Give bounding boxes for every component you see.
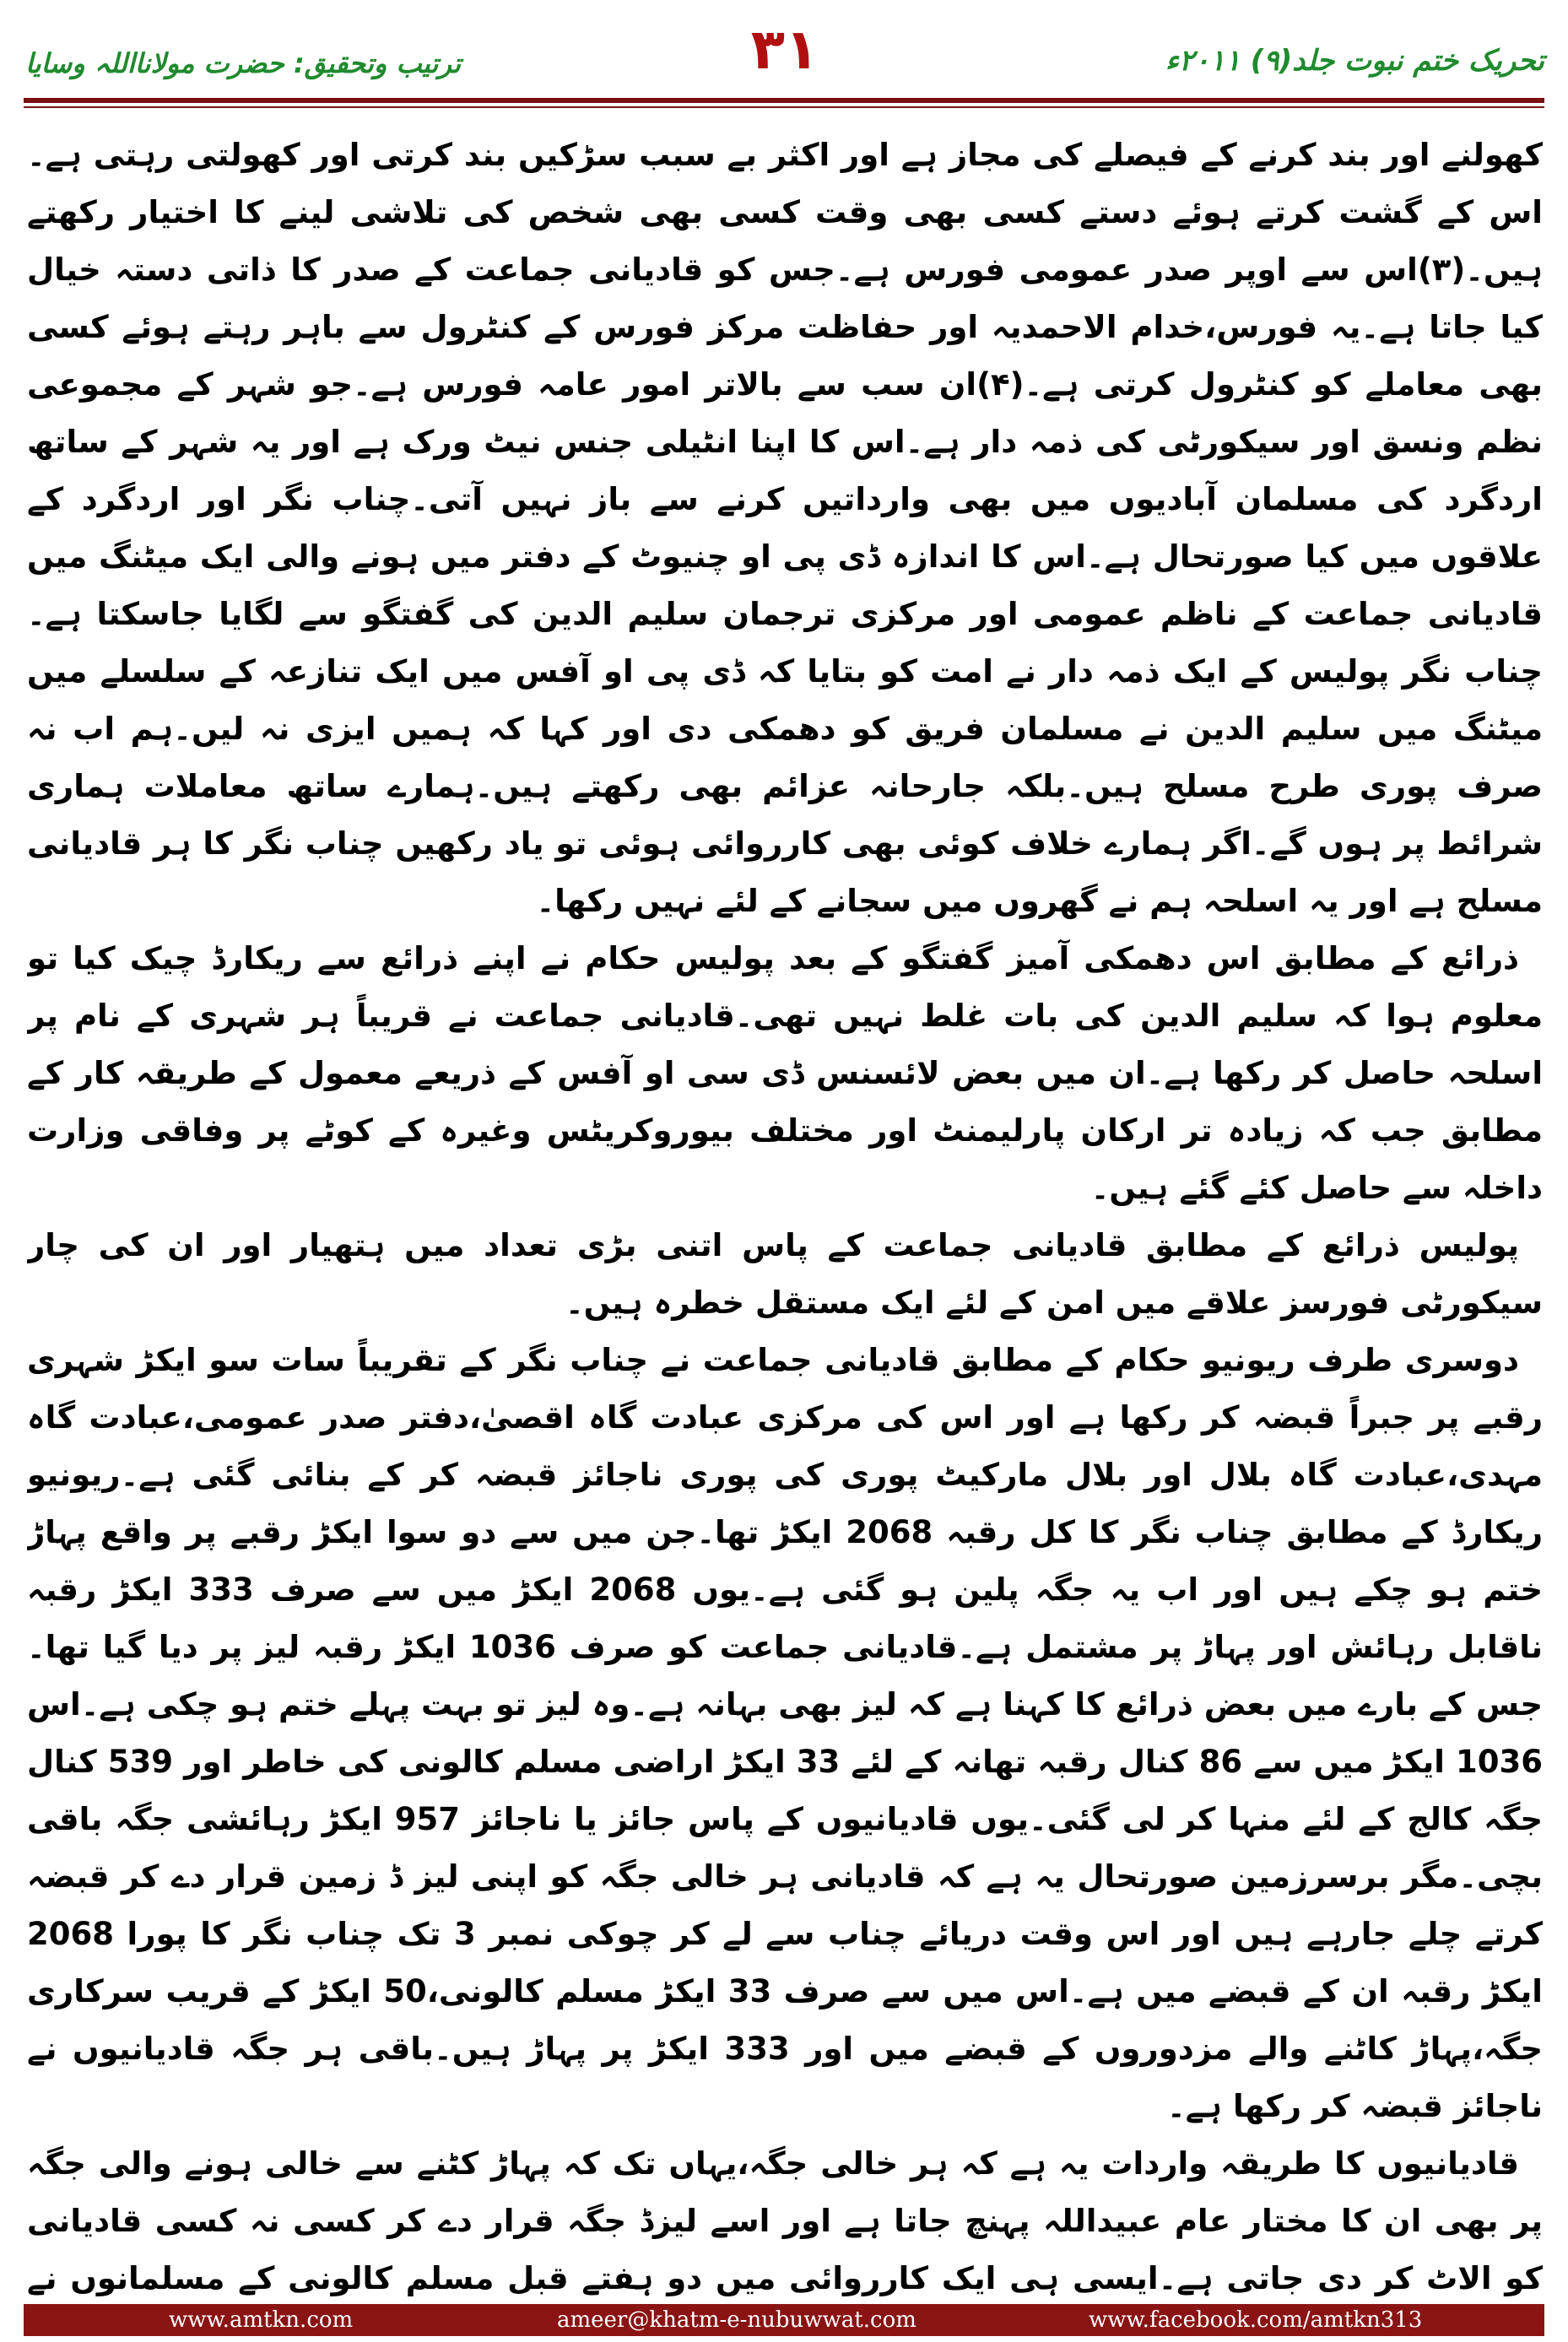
page-number: ۳۱ [750, 17, 819, 82]
paragraph: قادیانیوں کا طریقہ واردات یہ ہے کہ ہر خالی جگہ،یہاں تک کہ پہاڑ کٹنے سے خالی ہونے والی جگہ پر بھی ان کا مختار عام عبیداللہ پہنچ جاتا ہے اور اسے لیزڈ جگہ قرار دے کر کسی نہ کسی قادیانی کو الاٹ کر دی جاتی ہے۔ایسی ہی ایک کارروائی میں دو ہفتے قبل مسلم کالونی کے مسلمانوں نے [27, 2145, 1543, 2296]
paragraph: ذرائع کے مطابق اس دھمکی آمیز گفتگو کے بعد پولیس حکام نے اپنے ذرائع سے ریکارڈ چیک کیا تو معلوم ہوا کہ سلیم الدین کی بات غلط نہیں تھی۔قادیانی جماعت نے قریباً ہر شہری کے نام پر اسلحہ حاصل کر رکھا ہے۔ان میں بعض لائسنس ڈی سی او آفس کے ذریعے معمول کے طریقہ کار کے مطابق جب کہ زیادہ تر ارکان پارلیمنٹ اور مختلف بیوروکریٹس وغیرہ کے کوٹے پر وفاقی وزارت داخلہ سے حاصل کئے گئے ہیں۔ [27, 940, 1543, 1206]
page-body [27, 127, 1543, 2304]
header-rule-thick [24, 98, 1544, 103]
paragraph: کھولنے اور بند کرنے کے فیصلے کی مجاز ہے اور اکثر بے سبب سڑکیں بند کرتی اور کھولتی رہتی ہے۔اس کے گشت کرتے ہوئے دستے کسی بھی وقت کسی بھی شخص کی تلاشی لینے کا اختیار رکھتے ہیں۔(۳)اس سے اوپر صدر عمومی فورس ہے۔جس کو قادیانی جماعت کے صدر کا ذاتی دستہ خیال کیا جاتا ہے۔یہ فورس،خدام الاحمدیہ اور حفاظت مرکز فورس کے کنٹرول سے باہر رہتے ہوئے کسی بھی معاملے کو کنٹرول کرتی ہے۔(۴)ان سب سے بالاتر امور عامہ فورس ہے۔جو شہر کے مجموعی نظم ونسق اور سیکورٹی کی ذمہ دار ہے۔اس کا اپنا انٹیلی جنس نیٹ ورک ہے اور یہ شہر کے ساتھ اردگرد کی مسلمان آبادیوں میں بھی وارداتیں کرنے سے باز نہیں آتی۔چناب نگر اور اردگرد کے علاقوں میں کیا صورتحال ہے۔اس کا اندازہ ڈی پی او چنیوٹ کے دفتر میں ہونے والی ایک میٹنگ میں قادیانی جماعت کے ناظم عمومی اور مرکزی ترجمان سلیم الدین کی گفتگو سے لگایا جاسکتا ہے۔چناب نگر پولیس کے ایک ذمہ دار نے امت کو بتایا کہ ڈی پی او آفس میں ایک تنازعہ کے سلسلے میں میٹنگ میں سلیم الدین نے مسلمان فریق کو دھمکی دی اور کہا کہ ہمیں ایزی نہ لیں۔ہم اب نہ صرف پوری طرح مسلح ہیں۔بلکہ جارحانہ عزائم بھی رکھتے ہیں۔ہمارے ساتھ معاملات ہماری شرائط پر ہوں گے۔اگر ہمارے خلاف کوئی بھی کارروائی ہوئی تو یاد رکھیں چناب نگر کا ہر قادیانی مسلح ہے اور یہ اسلحہ ہم نے گھروں میں سجانے کے لئے نہیں رکھا۔ [27, 137, 1543, 919]
paragraph: دوسری طرف ریونیو حکام کے مطابق قادیانی جماعت نے چناب نگر کے تقریباً سات سو ایکڑ شہری رقبے پر جبراً قبضہ کر رکھا ہے اور اس کی مرکزی عبادت گاہ اقصیٰ،دفتر صدر عمومی،عبادت گاہ مہدی،عبادت گاہ بلال اور بلال مارکیٹ پوری کی پوری ناجائز قبضہ کر کے بنائی گئی ہے۔ریونیو ریکارڈ کے مطابق چناب نگر کا کل رقبہ 2068 ایکڑ تھا۔جن میں سے دو سوا ایکڑ رقبے پر واقع پہاڑ ختم ہو چکے ہیں اور اب یہ جگہ پلین ہو گئی ہے۔یوں 2068 ایکڑ میں سے صرف 333 ایکڑ رقبہ ناقابل رہائش اور پہاڑ پر مشتمل ہے۔قادیانی جماعت کو صرف 1036 ایکڑ رقبہ لیز پر دیا گیا تھا۔جس کے بارے میں بعض ذرائع کا کہنا ہے کہ لیز بھی بہانہ ہے۔وہ لیز تو بہت پہلے ختم ہو چکی ہے۔اس 1036 ایکڑ میں سے 86 کنال رقبہ تھانہ کے لئے 33 ایکڑ اراضی مسلم کالونی کی خاطر اور 539 کنال جگہ کالج کے لئے منہا کر لی گئی۔یوں قادیانیوں کے پاس جائز یا ناجائز 957 ایکڑ رہائشی جگہ باقی بچی۔مگر برسرزمین صورتحال یہ ہے کہ قادیانی ہر خالی جگہ کو اپنی لیز ڈ زمین قرار دے کر قبضہ کرتے چلے جارہے ہیں اور اس وقت دریائے چناب سے لے کر چوکی نمبر 3 تک چناب نگر کا پورا 2068 ایکڑ رقبہ ان کے قبضے میں ہے۔اس میں سے صرف 33 ایکڑ مسلم کالونی،50 ایکڑ کے قریب سرکاری جگہ،پہاڑ کاٹنے والے مزدوروں کے قبضے میں اور 333 ایکڑ پر پہاڑ ہیں۔باقی ہر جگہ قادیانیوں نے ناجائز قبضہ کر رکھا ہے۔ [27, 1342, 1543, 2124]
footer-website-link[interactable]: www.amtkn.com [169, 2307, 354, 2333]
book-title: تحریک ختم نبوت جلد(۹) ۲۰۱۱ء [1165, 44, 1544, 78]
footer-facebook-link[interactable]: www.facebook.com/amtkn313 [1089, 2307, 1423, 2333]
paragraph: پولیس ذرائع کے مطابق قادیانی جماعت کے پاس اتنی بڑی تعداد میں ہتھیار اور ان کی چار سیکورٹی فورسز علاقے میں امن کے لئے ایک مستقل خطرہ ہیں۔ [27, 1227, 1543, 1321]
editor-credit: ترتیب وتحقیق: حضرت مولانااللہ وسایا [25, 47, 461, 79]
header-rule-thin [24, 106, 1544, 108]
footer-email-link[interactable]: ameer@khatm-e-nubuwwat.com [557, 2307, 916, 2333]
